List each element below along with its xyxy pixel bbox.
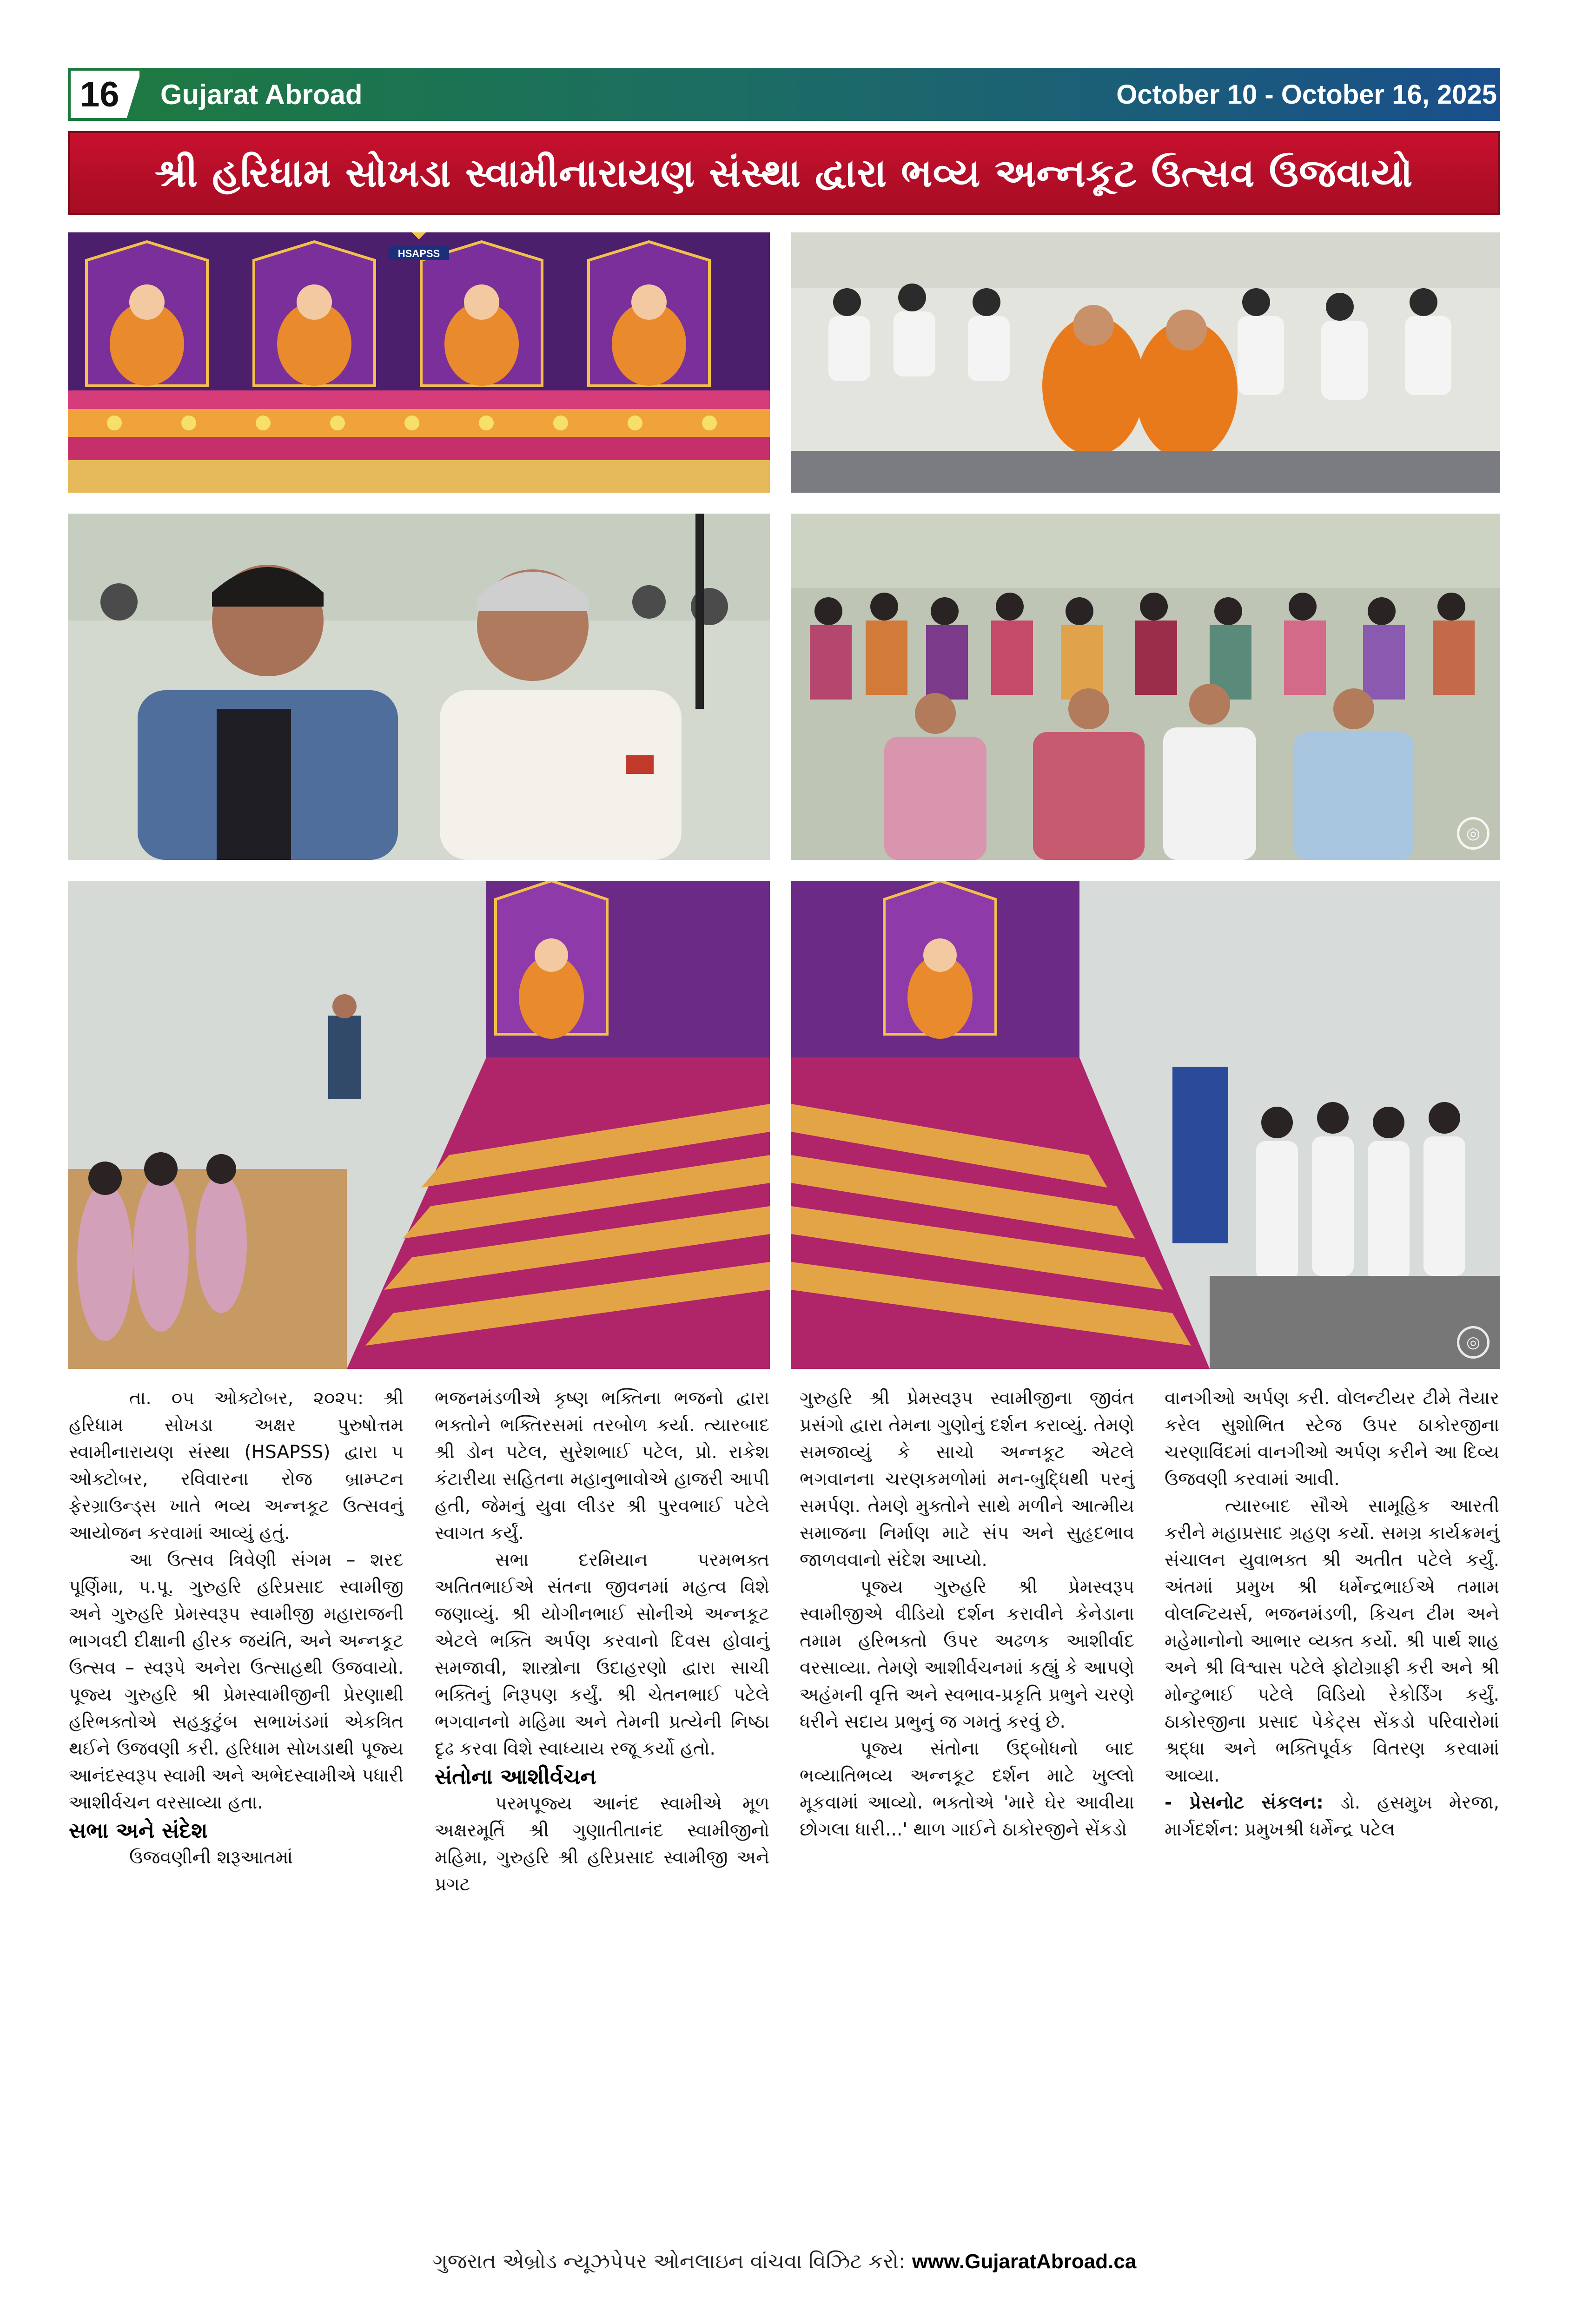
photographer-logo-icon: ◎ bbox=[1457, 817, 1490, 850]
conversation-illustration bbox=[68, 514, 770, 860]
article-paragraph: ઉજવણીની શરૂઆતમાં bbox=[129, 1847, 293, 1868]
women-audience-illustration bbox=[791, 514, 1500, 860]
article-paragraph: ગુરુહરિ શ્રી પ્રેમસ્વરૂપ સ્વામીજીના જીવંત પ્રસંગો દ્વારા તેમના ગુણોનું દર્શન કરાવ્યું. તેમણે સમજાવ્યું કે સાચો અન્નકૂટ એટલે ભગવાનના ચરણકમળોમાં મન-બુદ્ધિથી પરનું સમર્પણ. તેમણે મુક્તોને સાથે મળીને આત્મીય સમાજના નિર્માણ માટે સંપ અને સુહૃદભાવ જાળવવાનો સંદેશ આપ્યો. bbox=[800, 1388, 1134, 1571]
photo-annakut-offerings-right bbox=[791, 881, 1500, 1369]
photo-stage-murtis bbox=[68, 232, 770, 493]
article-paragraph: પરમપૂજ્ય આનંદ સ્વામીએ મૂળ અક્ષરમૂર્તિ શ્રી ગુણાતીતાનંદ સ્વામીજીનો મહિમા, ગુરુહરિ શ્રી હરિપ્રસાદ સ્વામીજી અને પ્રગટ bbox=[435, 1793, 769, 1895]
article-column-4 bbox=[1165, 1385, 1499, 1843]
audience-illustration bbox=[791, 232, 1500, 493]
article-paragraph: ત્યારબાદ સૌએ સામૂહિક આરતી કરીને મહાપ્રસાદ ગ્રહણ કર્યો. સમગ્ર કાર્યક્રમનું સંચાલન યુવાભક્ત શ્રી અતીત પટેલે કર્યું. અંતમાં પ્રમુખ શ્રી ધર્મેન્દ્રભાઈએ તમામ વોલન્ટિયર્સ, ભજનમંડળી, કિચન ટીમ અને મહેમાનોનો આભાર વ્યક્ત કર્યો. શ્રી પાર્થ શાહ અને શ્રી વિશ્વાસ પટેલે ફોટોગ્રાફી કરી અને શ્રી મોન્ટુભાઈ પટેલે વિડિયો રેકોર્ડિંગ કર્યું. ઠાકોરજીના પ્રસાદ પેકેટ્સ સેંકડો પરિવારોમાં શ્રદ્ધા અને ભક્તિપૂર્વક વિતરણ કરવામાં આવ્યા. bbox=[1165, 1496, 1499, 1786]
article-paragraph: ભજનમંડળીએ કૃષ્ણ ભક્તિના ભજનો દ્વારા ભક્તોને ભક્તિરસમાં તરબોળ કર્યા. ત્યારબાદ શ્રી ડોન પટેલ, સુરેશભાઈ પટેલ, પ્રો. રાકેશ કંટારીયા સહિતના મહાનુભાવોએ હાજરી આપી હતી, જેમનું યુવા લીડર શ્રી પુરવભાઈ પટેલે સ્વાગત કર્યું. bbox=[435, 1388, 769, 1544]
article-column-1 bbox=[69, 1385, 404, 1871]
article-paragraph: સભા દરમિયાન પરમભક્ત અતિતભાઈએ સંતના જીવનમાં મહત્વ વિશે જણાવ્યું. શ્રી યોગીનભાઈ સોનીએ અન્નકૂટ એટલે ભક્તિ અર્પણ કરવાનો દિવસ હોવાનું સમજાવી, શાસ્ત્રોના ઉદાહરણો દ્વારા સાચી ભક્તિનું નિરૂપણ કર્યું. શ્રી ચેતનભાઈ પટેલે ભગવાનનો મહિમા અને તેમની પ્રત્યેની નિષ્ઠા દૃઢ કરવા વિશે સ્વાધ્યાય રજૂ કર્યો હતો. bbox=[435, 1550, 769, 1759]
credit-label: - પ્રેસનોટ સંકલન: bbox=[1165, 1792, 1324, 1813]
article-column-3 bbox=[800, 1385, 1134, 1843]
footer-promo bbox=[0, 2250, 1569, 2273]
article-paragraph: વાનગીઓ અર્પણ કરી. વોલન્ટીયર ટીમે તૈયાર કરેલ સુશોભિત સ્ટેજ ઉપર ઠાકોરજીના ચરણાવિંદમાં વાનગીઓ અર્પણ કરીને આ દિવ્ય ઉજવણી કરવામાં આવી. bbox=[1165, 1388, 1499, 1490]
annakut-left-illustration bbox=[68, 881, 770, 1369]
headline-text: શ્રી હરિધામ સોખડા સ્વામીનારાયણ સંસ્થા દ્વારા ભવ્ય અન્નકૂટ ઉત્સવ ઉજવાયો bbox=[154, 150, 1413, 196]
photo-annakut-offerings-left bbox=[68, 881, 770, 1369]
photo-two-men-talking bbox=[68, 514, 770, 860]
website-link[interactable]: www.GujaratAbroad.ca bbox=[912, 2250, 1137, 2273]
subheading-sabha: સભા અને સંદેશ bbox=[69, 1818, 208, 1843]
photo-saints-audience bbox=[791, 232, 1500, 493]
headline-banner bbox=[68, 131, 1500, 215]
photographer-logo-icon: ◎ bbox=[1457, 1326, 1490, 1359]
press-note-credit bbox=[1165, 1789, 1499, 1843]
photo-women-audience bbox=[791, 514, 1500, 860]
annakut-right-illustration bbox=[791, 881, 1500, 1369]
newspaper-name: Gujarat Abroad bbox=[160, 79, 363, 110]
footer-text: ગુજરાત એબ્રોડ ન્યૂઝપેપર ઓનલાઇન વાંચવા વિઝિટ કરો: bbox=[432, 2250, 906, 2273]
stage-illustration bbox=[68, 232, 770, 493]
article-paragraph: પૂજ્ય ગુરુહરિ શ્રી પ્રેમસ્વરૂપ સ્વામીજીએ વીડિયો દર્શન કરાવીને કેનેડાના તમામ હરિભક્તો ઉપર અઢળક આશીર્વાદ વરસાવ્યા. તેમણે આશીર્વચનમાં કહ્યું કે આપણે અહંમની વૃત્તિ અને સ્વભાવ-પ્રકૃતિ પ્રભુને ચરણે ધરીને સદાય પ્રભુનું જ ગમતું કરવું છે. bbox=[800, 1577, 1134, 1732]
article-paragraph: પૂજ્ય સંતોના ઉદ્બોધનો બાદ ભવ્યાતિભવ્ય અન્નકૂટ દર્શન માટે ખુલ્લો મૂકવામાં આવ્યો. ભક્તોએ 'મારે ઘેર આવીયા છોગલા ધારી...' થાળ ગાઈને ઠાકોરજીને સેંકડો bbox=[800, 1738, 1134, 1840]
page-number: 16 bbox=[80, 75, 119, 114]
hsapss-sign: HSAPSS bbox=[397, 248, 440, 259]
subheading-ashirvachan: સંતોના આશીર્વચન bbox=[435, 1764, 596, 1789]
article-paragraph: આ ઉત્સવ ત્રિવેણી સંગમ – શરદ પૂર્ણિમા, પ.પૂ. ગુરુહરિ હરિપ્રસાદ સ્વામીજી અને ગુરુહરિ પ્રેમસ્વરૂપ સ્વામીજી મહારાજની ભાગવદી દીક્ષાની હીરક જયંતિ, અને અન્નકૂટ ઉત્સવ – સ્વરૂપે અનેરા ઉત્સાહથી ઉજવાયો. પૂજ્ય ગુરુહરિ શ્રી પ્રેમસ્વામીજીની પ્રેરણાથી હરિભક્તોએ સહકુટુંબ સભાખંડમાં એકત્રિત થઈને ઉજવણી કરી. હરિધામ સોખડાથી પૂજ્ય આનંદસ્વરૂપ સ્વામી અને અભેદસ્વામીએ પધારી આશીર્વચન વરસાવ્યા હતા. bbox=[69, 1550, 404, 1813]
issue-date: October 10 - October 16, 2025 bbox=[1116, 79, 1497, 110]
credit-text: ડો. હસમુખ મેરજા, માર્ગદર્શન: પ્રમુખશ્રી ધર્મેન્દ્ર પટેલ bbox=[1165, 1792, 1499, 1840]
article-column-2 bbox=[435, 1385, 769, 1898]
article-paragraph: તા. ૦૫ ઓક્ટોબર, ૨૦૨૫: શ્રી હરિધામ સોખડા અક્ષર પુરુષોત્તમ સ્વામીનારાયણ સંસ્થા (HSAPSS) દ્વારા ૫ ઓક્ટોબર, રવિવારના રોજ બ્રામ્પ્ટન ફેરગ્રાઉન્ડ્સ ખાતે ભવ્ય અન્નકૂટ ઉત્સવનું આયોજન કરવામાં આવ્યું હતું. bbox=[69, 1388, 404, 1544]
